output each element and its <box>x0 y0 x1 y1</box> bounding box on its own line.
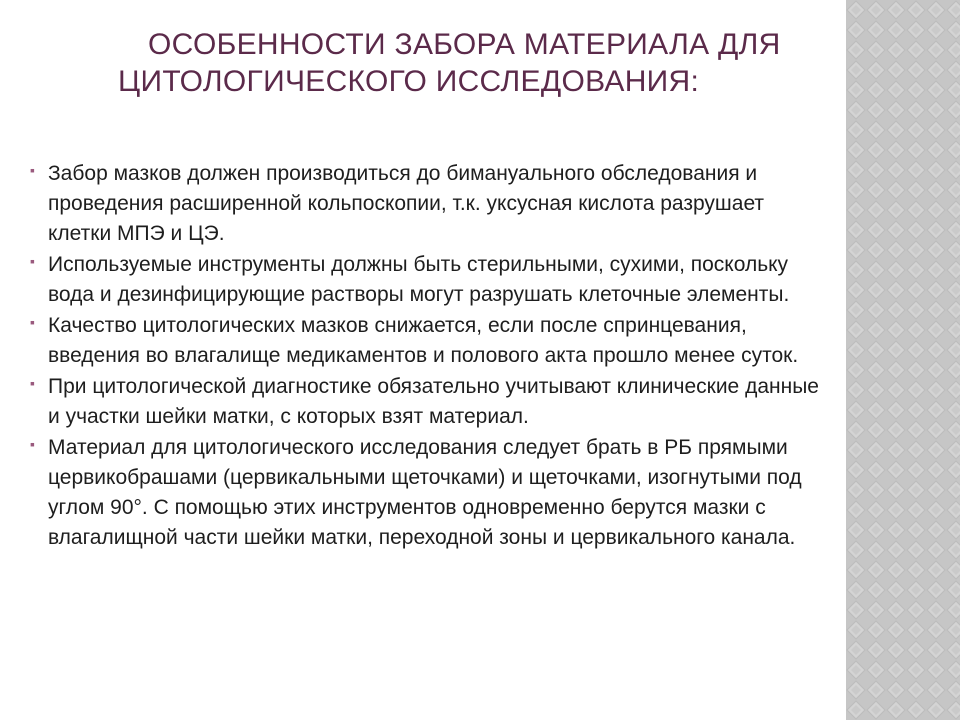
decorative-side-panel <box>846 0 960 720</box>
bullet-icon: ▪ <box>30 436 35 452</box>
bullet-item <box>28 311 828 371</box>
bullet-icon: ▪ <box>30 314 35 330</box>
bullet-icon: ▪ <box>30 162 35 178</box>
bullet-text: Забор мазков должен производиться до бимануального обследования и проведения расширенной кольпоскопии, т.к. уксусная кислота разрушает клетки МПЭ и ЦЭ. <box>48 162 765 245</box>
slide-title <box>118 26 818 100</box>
bullet-text: Материал для цитологического исследования следует брать в РБ прямыми цервикобрашами (цервикальными щеточками) и щеточками, изогнутыми под углом 90°. С помощью этих инструментов одновременно берутся мазки с влагалищной части шейки матки, переходной зоны и цервикального канала. <box>48 436 802 549</box>
bullet-item <box>28 250 828 310</box>
bullet-text: Используемые инструменты должны быть стерильными, сухими, поскольку вода и дезинфицирующие растворы могут разрушать клеточные элементы. <box>48 253 790 306</box>
slide-title-line-2: ЦИТОЛОГИЧЕСКОГО ИССЛЕДОВАНИЯ: <box>118 65 700 98</box>
bullet-item <box>28 159 828 249</box>
bullet-item <box>28 433 828 553</box>
bullet-item <box>28 372 828 432</box>
slide-title-line-1: ОСОБЕННОСТИ ЗАБОРА МАТЕРИАЛА ДЛЯ <box>148 28 781 61</box>
bullet-list <box>28 159 828 554</box>
bullet-text: При цитологической диагностике обязательно учитывают клинические данные и участки шейки матки, с которых взят материал. <box>48 375 819 428</box>
bullet-icon: ▪ <box>30 253 35 269</box>
bullet-text: Качество цитологических мазков снижается, если после спринцевания, введения во влагалище медикаментов и полового акта прошло менее суток. <box>48 314 799 367</box>
diamond-pattern <box>846 0 960 720</box>
bullet-icon: ▪ <box>30 375 35 391</box>
